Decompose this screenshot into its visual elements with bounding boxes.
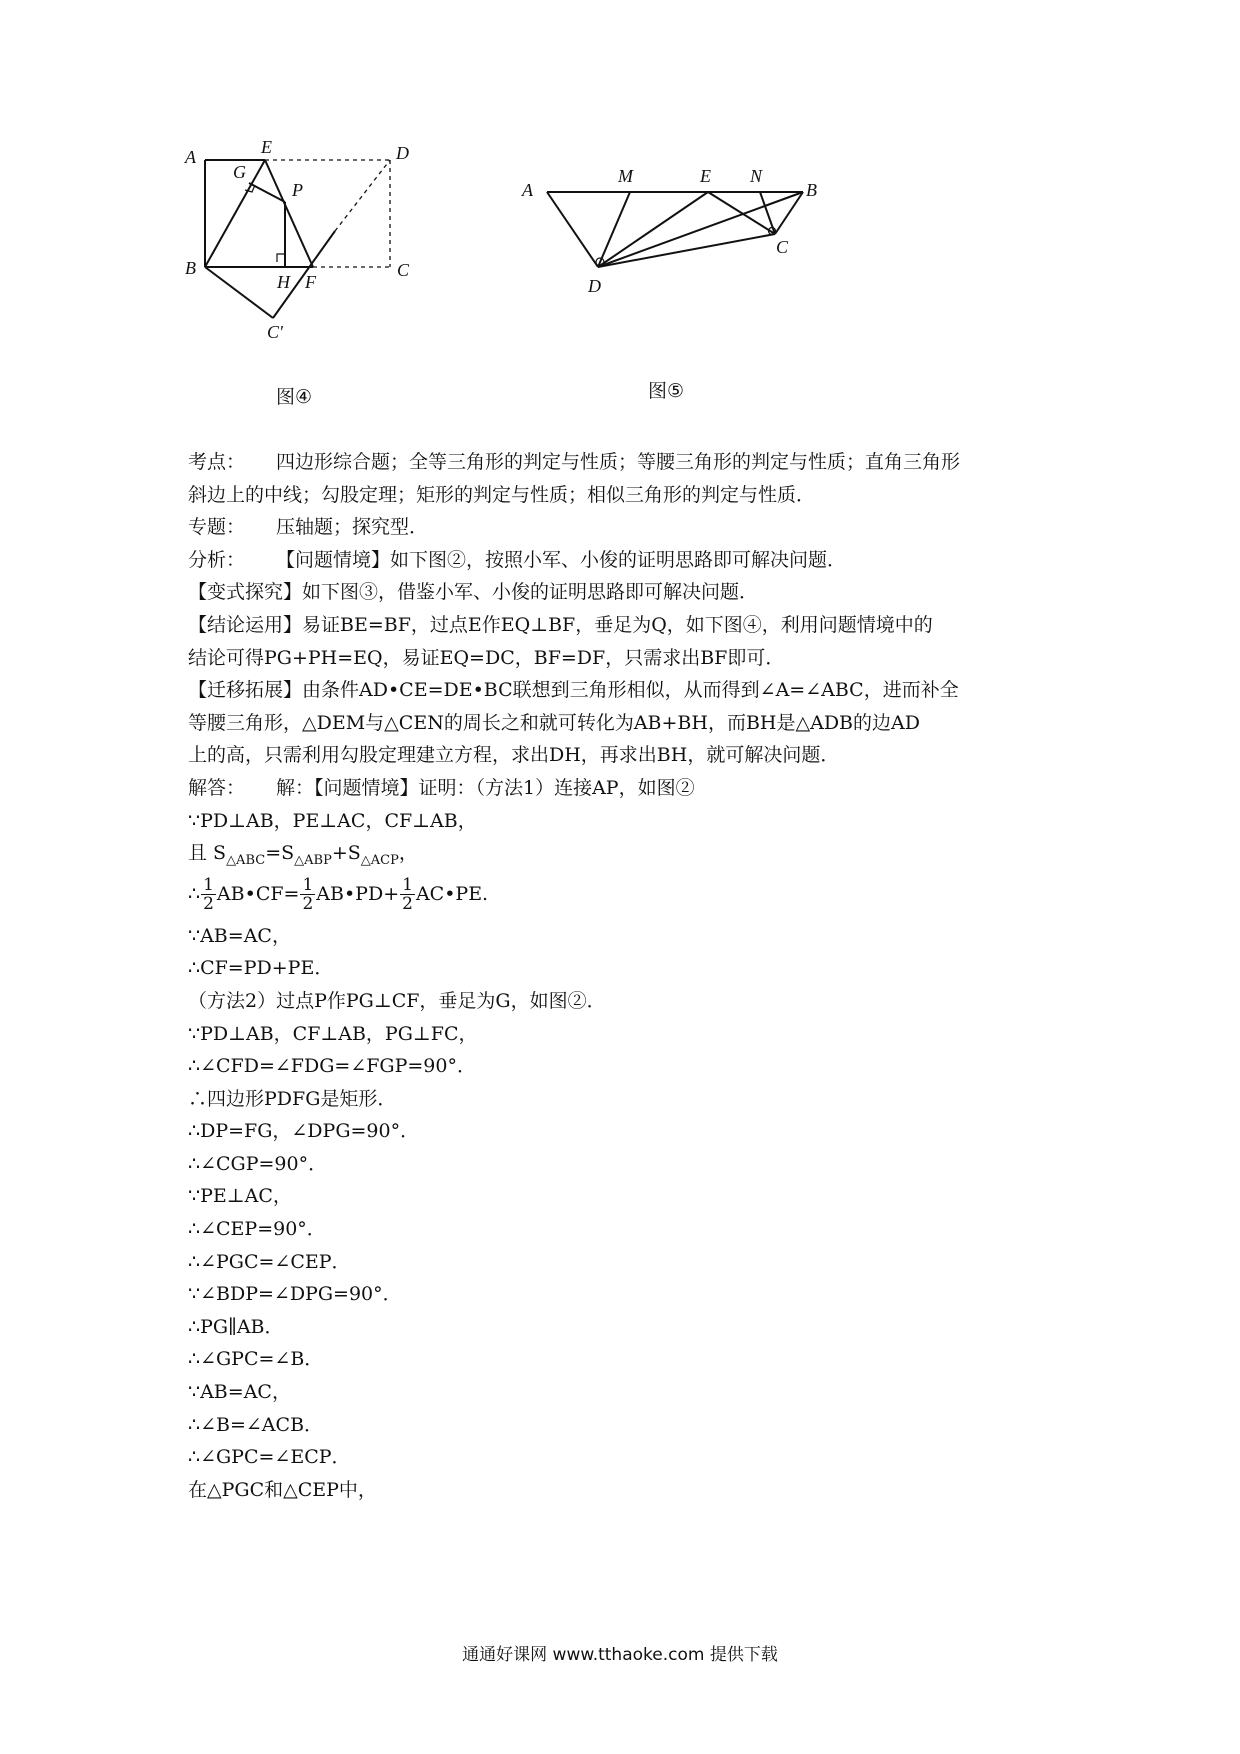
fig4-label-p: P — [292, 180, 303, 200]
text-line: ∴∠CEP=90°． — [188, 1218, 326, 1241]
figure-4 — [185, 137, 455, 390]
text-line — [188, 511, 1068, 544]
text-line: ∴PG∥AB． — [188, 1315, 284, 1338]
fig4-label-f: F — [305, 272, 316, 292]
fraction-half: $\frac{1}{2}$ — [402, 874, 413, 914]
line-text: 解：【问题情境】证明：（方法1）连接AP，如图② — [276, 776, 695, 799]
line-text: 【结论运用】易证BE=BF，过点E作EQ⊥BF，垂足为Q，如下图④，利用问题情境中的 — [188, 613, 933, 636]
solution-text — [188, 446, 1068, 1506]
fig4-label-b: B — [185, 258, 196, 278]
text-line: ∴∠CFD=∠FDG=∠FGP=90°． — [188, 1055, 476, 1078]
fig4-label-g: G — [233, 162, 246, 182]
line-text: 斜边上的中线；勾股定理；矩形的判定与性质；相似三角形的判定与性质． — [188, 483, 816, 506]
page-footer: 通通好课网 www.tthaoke.com 提供下载 — [462, 1645, 778, 1665]
fig5-label-m: M — [618, 166, 633, 186]
text-line: ∵∠BDP=∠DPG=90°． — [188, 1283, 402, 1306]
fig4-label-h: H — [277, 272, 290, 292]
text-line: ∵AB=AC， — [188, 1381, 291, 1404]
text-line — [188, 707, 1068, 740]
text-line: ∴DP=FG，∠DPG=90°． — [188, 1120, 420, 1143]
fig5-label-e: E — [700, 166, 711, 186]
text-line: ∴∠CGP=90°． — [188, 1152, 328, 1175]
fig4-label-d: D — [396, 143, 409, 163]
figure-4-caption: 图④ — [276, 386, 313, 408]
text-line — [188, 609, 1068, 642]
text-line — [188, 576, 1068, 609]
text-line — [188, 805, 1068, 838]
text-line — [188, 544, 1068, 577]
fig4-label-c: C — [397, 260, 410, 280]
text-line: ∴∠GPC=∠ECP． — [188, 1446, 351, 1469]
line-label: 考点： — [188, 451, 246, 473]
line-label: 解答： — [188, 776, 246, 799]
line-text: 【问题情境】如下图②，按照小军、小俊的证明思路即可解决问题． — [276, 548, 847, 571]
figure-5-caption: 图⑤ — [648, 380, 685, 402]
fig4-label-e: E — [261, 137, 272, 157]
text-line: ∵PD⊥AB，CF⊥AB，PG⊥FC， — [188, 1022, 478, 1045]
line-text: ∵PD⊥AB，PE⊥AC，CF⊥AB， — [188, 809, 477, 832]
text-line: （方法2）过点P作PG⊥CF，垂足为G，如图②． — [188, 989, 606, 1012]
text-line: ∴∠B=∠ACB． — [188, 1413, 324, 1436]
fig5-label-d: D — [588, 276, 601, 296]
line-text: 四边形综合题；全等三角形的判定与性质；等腰三角形的判定与性质；直角三角形 — [276, 451, 961, 473]
text-line — [188, 772, 1068, 805]
fraction-half: $\frac{1}{2}$ — [203, 874, 214, 914]
text-line — [188, 642, 1068, 675]
text-line — [188, 479, 1068, 512]
text-line: ∴四边形PDFG是矩形． — [188, 1087, 397, 1110]
text-line: ∴∠PGC=∠CEP． — [188, 1250, 351, 1273]
fig5-label-c: C — [776, 237, 789, 257]
text-line — [188, 739, 1068, 772]
figure-4-drawing — [185, 137, 455, 390]
fig4-label-c-prime: C′ — [267, 322, 283, 342]
figure-5-drawing — [520, 160, 830, 300]
line-label: 专题： — [188, 516, 246, 539]
fig4-label-a: A — [185, 147, 196, 167]
fig5-label-a: A — [522, 180, 533, 200]
line-text: 结论可得PG+PH=EQ，易证EQ=DC，BF=DF，只需求出BF即可． — [188, 646, 785, 669]
line-text: 【迁移拓展】由条件AD•CE=DE•BC联想到三角形相似，从而得到∠A=∠ABC，进而补全 — [188, 679, 959, 702]
line-text: 【变式探究】如下图③，借鉴小军、小俊的证明思路即可解决问题． — [188, 581, 759, 604]
figure-5 — [520, 160, 830, 300]
text-line: ∵PE⊥AC， — [188, 1185, 292, 1208]
text-line — [188, 674, 1068, 707]
line-text: 上的高，只需利用勾股定理建立方程，求出DH，再求出BH，就可解决问题． — [188, 744, 840, 767]
text-line: ∵AB=AC， — [188, 924, 291, 947]
fig5-label-n: N — [750, 166, 763, 186]
area-equation: 且 $S_{\triangle ABC}=S_{\triangle ABP}+S_{\triangle ACP}$， — [188, 842, 418, 868]
text-line — [188, 446, 1068, 479]
text-line: 在△PGC和△CEP中， — [188, 1478, 377, 1501]
line-label: 分析： — [188, 548, 246, 571]
fraction-equation: ∴ $\frac{1}{2}$ AB•CF= $\frac{1}{2}$ AB•PD+ $\frac{1}{2}$ AC•PE. — [188, 874, 489, 914]
fig5-label-b: B — [806, 180, 817, 200]
text-line: ∴CF=PD+PE． — [188, 957, 334, 980]
fraction-half: $\frac{1}{2}$ — [302, 874, 314, 914]
line-text: 等腰三角形，△DEM与△CEN的周长之和就可转化为AB+BH，而BH是△ADB的边AD — [188, 711, 920, 734]
line-text: 压轴题；探究型． — [276, 516, 429, 539]
text-line: ∴∠GPC=∠B． — [188, 1348, 324, 1371]
